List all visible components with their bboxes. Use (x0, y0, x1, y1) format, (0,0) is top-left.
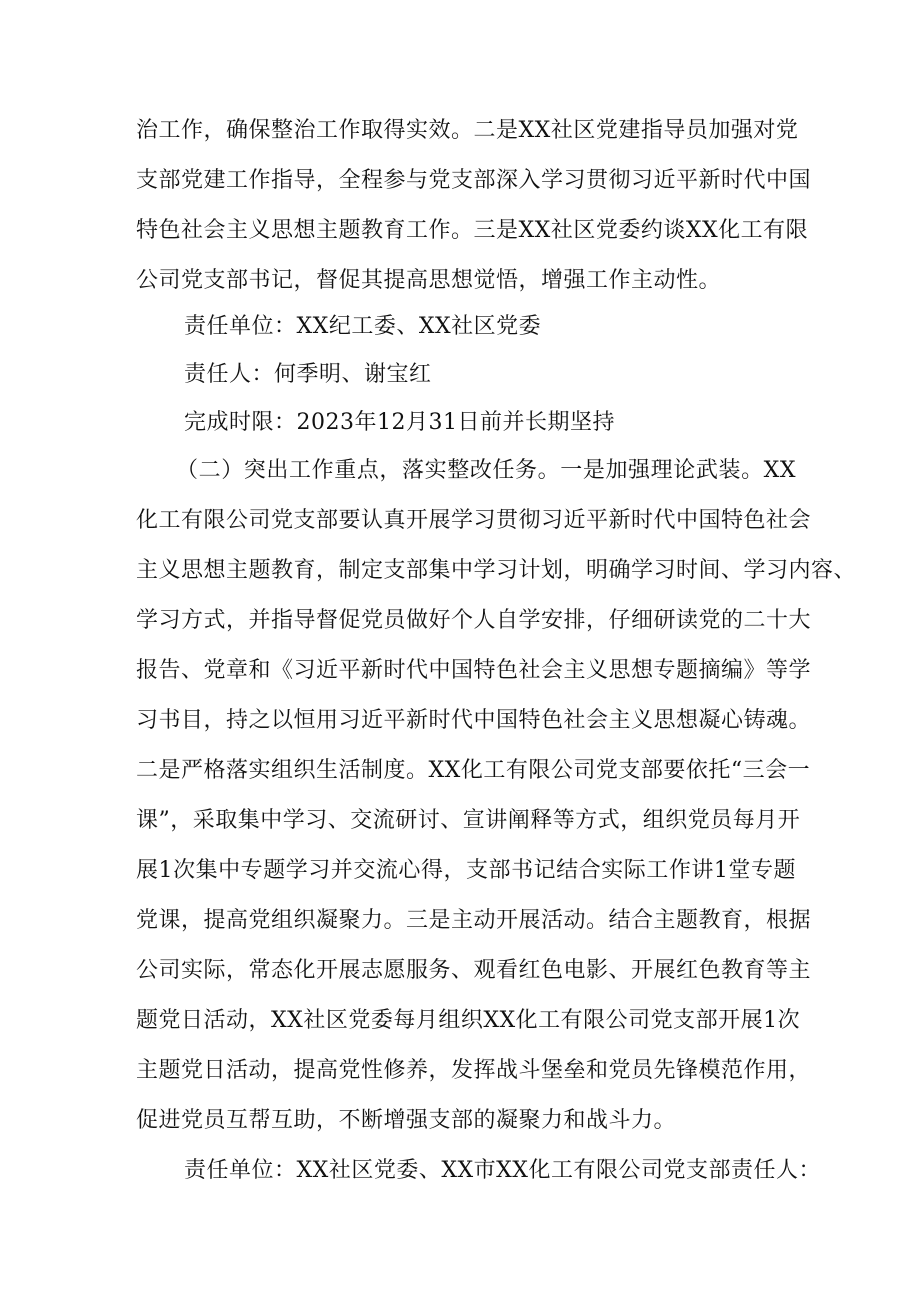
paragraph-line: 题党日活动，XX社区党委每月组织XX化工有限公司党支部开展1次 (136, 1008, 801, 1033)
paragraph-line: 促进党员互帮互助，不断增强支部的凝聚力和战斗力。 (136, 1108, 677, 1133)
paragraph-line: 学习方式，并指导督促党员做好个人自学安排，仔细研读党的二十大 (136, 608, 812, 633)
paragraph-line: 特色社会主义思想主题教育工作。三是XX社区党委约谈XX化工有限 (136, 218, 809, 243)
paragraph-line: 主义思想主题教育，制定支部集中学习计划，明确学习时间、学习内容、 (136, 558, 857, 583)
paragraph-line: 主题党日活动，提高党性修养，发挥战斗堡垒和党员先锋模范作用， (136, 1058, 812, 1083)
paragraph-line: 公司实际，常态化开展志愿服务、观看红色电影、开展红色教育等主 (136, 958, 812, 983)
responsible-unit-line: 责任单位：XX纪工委、XX社区党委 (184, 314, 542, 339)
paragraph-line: 党课，提高党组织凝聚力。三是主动开展活动。结合主题教育，根据 (136, 908, 812, 933)
paragraph-line: 展1次集中专题学习并交流心得，支部书记结合实际工作讲1堂专题 (136, 858, 796, 883)
paragraph-line: 治工作，确保整治工作取得实效。二是XX社区党建指导员加强对党 (136, 118, 799, 143)
paragraph-line: 二是严格落实组织生活制度。XX化工有限公司党支部要依托“三会一 (136, 758, 811, 783)
deadline-line: 完成时限：2023年12月31日前并长期坚持 (184, 410, 615, 435)
paragraph-line: 报告、党章和《习近平新时代中国特色社会主义思想专题摘编》等学 (136, 658, 812, 683)
paragraph-line: （二）突出工作重点，落实整改任务。一是加强理论武装。XX (176, 458, 796, 483)
responsible-unit-line: 责任单位：XX社区党委、XX市XX化工有限公司党支部责任人： (184, 1158, 821, 1183)
paragraph-line: 化工有限公司党支部要认真开展学习贯彻习近平新时代中国特色社会 (136, 508, 812, 533)
responsible-person-line: 责任人：何季明、谢宝红 (184, 362, 432, 387)
paragraph-line: 习书目，持之以恒用习近平新时代中国特色社会主义思想凝心铸魂。 (136, 708, 812, 733)
paragraph-line: 支部党建工作指导，全程参与党支部深入学习贯彻习近平新时代中国 (136, 168, 812, 193)
paragraph-line: 公司党支部书记，督促其提高思想觉悟，增强工作主动性。 (136, 268, 722, 293)
paragraph-line: 课”，采取集中学习、交流研讨、宣讲阐释等方式，组织党员每月开 (136, 808, 801, 833)
